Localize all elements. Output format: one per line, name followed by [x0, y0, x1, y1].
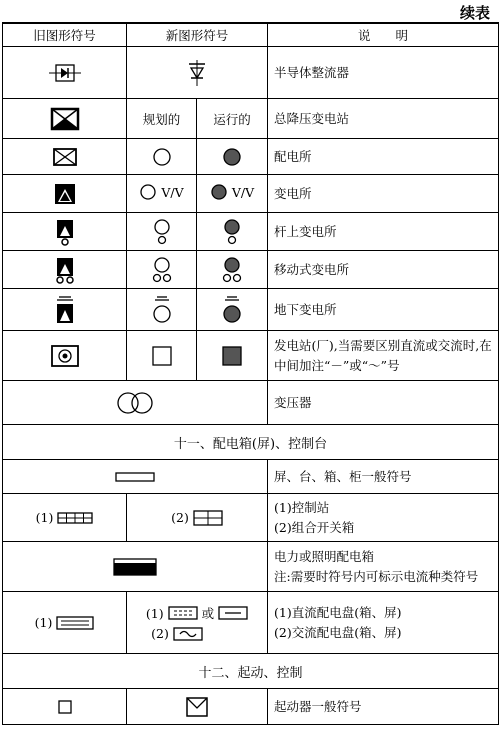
table-row — [3, 542, 499, 592]
section-11-title: 十一、配电箱(屏)、控制台 — [3, 425, 499, 460]
new-combo-switch — [127, 494, 268, 542]
desc-panel-general: 屏、台、箱、柜一般符号 — [268, 460, 499, 494]
table-row — [3, 139, 499, 175]
running-underground-sub — [197, 289, 268, 331]
planned-label: 规划的 — [127, 99, 197, 139]
old-rectifier-symbol — [3, 47, 127, 99]
header-desc: 说 明 — [268, 23, 499, 47]
desc-power-box-note: 注:需要时符号内可标示电流种类符号 — [274, 568, 479, 584]
table-row — [3, 289, 499, 331]
planned-pole-sub — [127, 213, 197, 251]
header-old: 旧图形符号 — [3, 23, 127, 47]
desc-power-box — [268, 542, 499, 592]
planned-underground-sub — [127, 289, 197, 331]
desc-power-box-title: 电力或照明配电箱 — [274, 548, 375, 564]
old-pole-sub-symbol — [3, 213, 127, 251]
desc-rectifier: 半导体整流器 — [268, 47, 499, 99]
desc-combo-switch: (2)组合开关箱 — [274, 519, 355, 535]
desc-starter: 起动器一般符号 — [268, 689, 499, 725]
table-row — [3, 47, 499, 99]
vv-label-running: V/V — [231, 184, 255, 200]
running-pole-sub — [197, 213, 268, 251]
table-row — [3, 213, 499, 251]
old-control-station — [3, 494, 127, 542]
desc-control — [268, 494, 499, 542]
num-1-label-c: (1) — [145, 605, 164, 621]
desc-dc-ac — [268, 592, 499, 654]
desc-underground-sub: 地下变电所 — [268, 289, 499, 331]
desc-dc-panel: (1)直流配电盘(箱、屏) — [274, 604, 402, 620]
planned-mobile-sub — [127, 251, 197, 289]
or-label: 或 — [201, 606, 215, 621]
planned-substation — [127, 175, 197, 213]
table-row — [3, 494, 499, 542]
symbol-table — [2, 22, 499, 725]
panel-general-symbol — [3, 460, 268, 494]
power-box-symbol — [3, 542, 268, 592]
desc-main-sub: 总降压变电站 — [268, 99, 499, 139]
num-2-label-c: (2) — [151, 626, 169, 641]
desc-pole-sub: 杆上变电所 — [268, 213, 499, 251]
old-power-plant-symbol — [3, 331, 127, 381]
running-dist-circle — [197, 139, 268, 175]
table-row — [3, 592, 499, 654]
section-11-row — [3, 425, 499, 460]
new-dc-ac-panels — [127, 592, 268, 654]
old-main-sub-symbol — [3, 99, 127, 139]
vv-label-planned: V/V — [161, 184, 184, 200]
num-1-label: (1) — [35, 510, 54, 525]
desc-power-plant: 发电站(厂),当需要区别直流或交流时,在中间加注“－”或“～”号 — [268, 331, 499, 381]
table-row — [3, 175, 499, 213]
running-substation — [197, 175, 268, 213]
desc-mobile-sub: 移动式变电所 — [268, 251, 499, 289]
desc-control-station: (1)控制站 — [274, 499, 330, 515]
new-starter-symbol — [127, 689, 268, 725]
section-12-row — [3, 654, 499, 689]
old-substation-symbol — [3, 175, 127, 213]
num-1-label-b: (1) — [34, 615, 53, 630]
continued-label: 续表 — [459, 4, 490, 22]
running-power-plant — [197, 331, 268, 381]
desc-ac-panel: (2)交流配电盘(箱、屏) — [274, 624, 402, 640]
desc-dist-station: 配电所 — [268, 139, 499, 175]
new-rectifier-symbol — [127, 47, 268, 99]
table-row — [3, 99, 499, 139]
table-row — [3, 251, 499, 289]
running-label: 运行的 — [197, 99, 268, 139]
planned-dist-circle — [127, 139, 197, 175]
old-dist-station-symbol — [3, 139, 127, 175]
transformer-symbol — [3, 381, 268, 425]
table-header-row — [3, 23, 499, 47]
old-dc-panel — [3, 592, 127, 654]
table-row — [3, 331, 499, 381]
old-mobile-sub-symbol — [3, 251, 127, 289]
table-row — [3, 689, 499, 725]
old-starter-symbol — [3, 689, 127, 725]
desc-transformer: 变压器 — [268, 381, 499, 425]
section-12-title: 十二、起动、控制 — [3, 654, 499, 689]
header-new: 新图形符号 — [127, 23, 268, 47]
table-row — [3, 460, 499, 494]
old-underground-sub-symbol — [3, 289, 127, 331]
running-mobile-sub — [197, 251, 268, 289]
table-row — [3, 381, 499, 425]
desc-substation: 变电所 — [268, 175, 499, 213]
planned-power-plant — [127, 331, 197, 381]
num-2-label: (2) — [171, 510, 189, 525]
